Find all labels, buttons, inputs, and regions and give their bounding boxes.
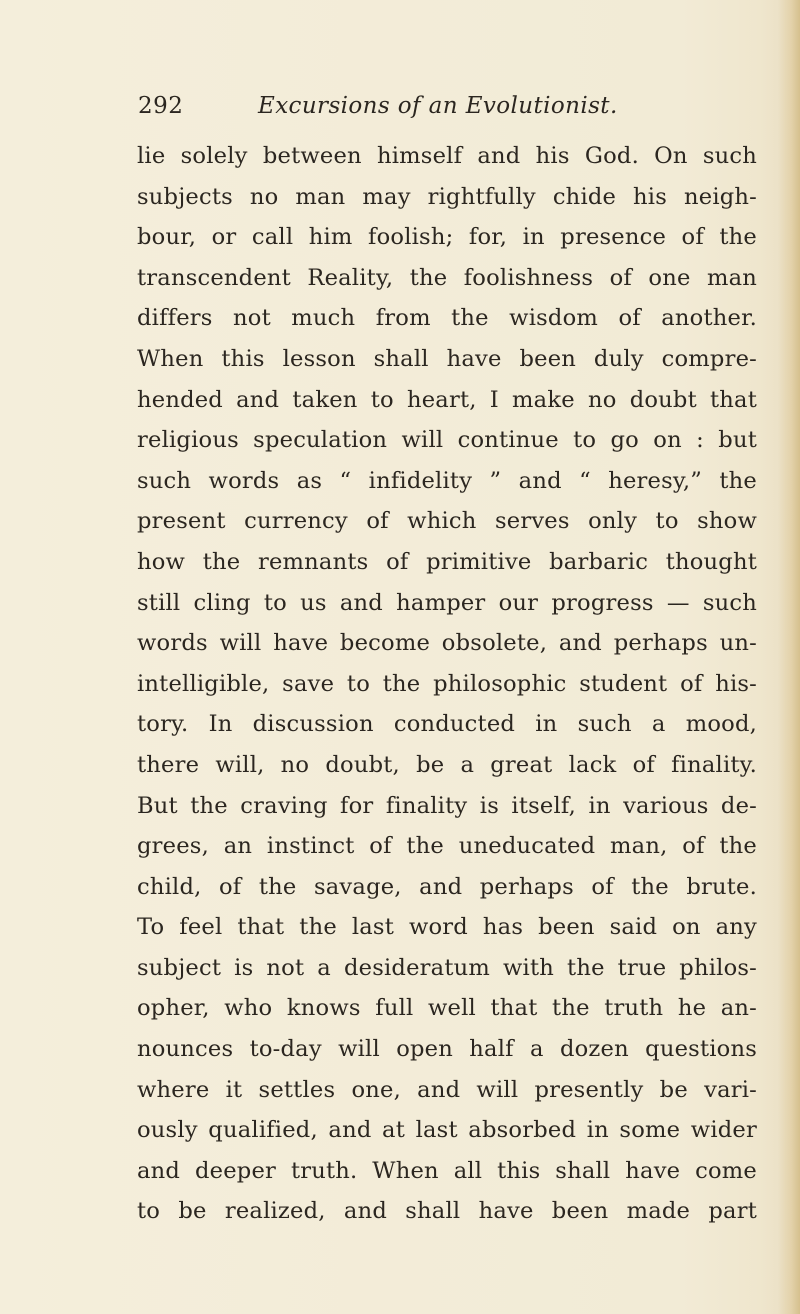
text-line: When this lesson shall have been duly compre- (137, 345, 757, 372)
text-line: intelligible, save to the philosophic student of his- (137, 670, 757, 697)
page-number: 292 (138, 93, 184, 119)
text-line: grees, an instinct of the uneducated man, of the (137, 833, 757, 860)
text-line: To feel that the last word has been said on any (137, 914, 757, 941)
running-head (138, 88, 738, 124)
text-line: words will have become obsolete, and perhaps un- (137, 630, 757, 657)
text-line: child, of the savage, and perhaps of the brute. (137, 873, 757, 900)
text-line: religious speculation will continue to go on : but (137, 427, 757, 454)
text-line: how the remnants of primitive barbaric thought (137, 548, 757, 575)
text-line: where it settles one, and will presently be vari- (137, 1076, 757, 1103)
text-line: to be realized, and shall have been made part (137, 1198, 757, 1225)
text-line: But the craving for finality is itself, in various de- (137, 792, 757, 819)
body-text (137, 136, 757, 1232)
text-line: present currency of which serves only to show (137, 508, 757, 535)
text-line: there will, no doubt, be a great lack of finality. (137, 751, 757, 778)
text-line: such words as “ infidelity ” and “ heresy,” the (137, 467, 757, 494)
page-edge-shadow (778, 0, 800, 1314)
text-line: nounces to-day will open half a dozen questions (137, 1036, 757, 1063)
text-line: still cling to us and hamper our progress — such (137, 589, 757, 616)
text-line: differs not much from the wisdom of another. (137, 305, 757, 332)
text-line: bour, or call him foolish; for, in presence of the (137, 224, 757, 251)
text-line: ously qualified, and at last absorbed in some wider (137, 1117, 757, 1144)
running-title: Excursions of an Evolutionist. (258, 93, 618, 119)
text-line: and deeper truth. When all this shall have come (137, 1157, 757, 1184)
text-line: subject is not a desideratum with the true philos- (137, 954, 757, 981)
text-line: transcendent Reality, the foolishness of one man (137, 264, 757, 291)
text-line: lie solely between himself and his God. On such (137, 143, 757, 169)
text-line: opher, who knows full well that the truth he an- (137, 995, 757, 1022)
text-line: subjects no man may rightfully chide his neigh- (137, 183, 757, 210)
text-line: hended and taken to heart, I make no doubt that (137, 386, 757, 413)
text-line: tory. In discussion conducted in such a mood, (137, 711, 757, 738)
